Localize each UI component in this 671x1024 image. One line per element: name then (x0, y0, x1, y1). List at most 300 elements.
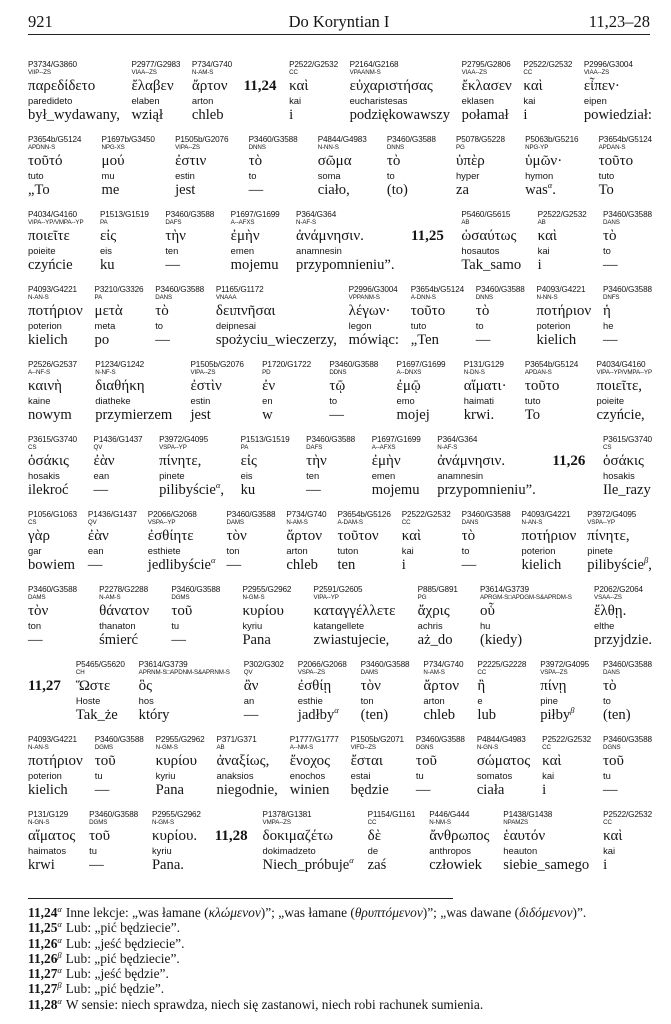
strong-code: P3460/G3588 (89, 810, 139, 819)
strong-code: P1234/G1242 (95, 360, 145, 369)
footnote-marker: α (334, 705, 339, 715)
word-token (477, 735, 530, 799)
polish-word: ku (240, 482, 256, 498)
word-token (216, 285, 337, 349)
transliteration: emen (230, 245, 255, 256)
polish-translation (350, 106, 451, 124)
morphology-tag: APRNM-S□APDNM-S&APRNM-S (138, 669, 230, 676)
word-token (418, 585, 458, 649)
word-token (95, 285, 144, 349)
transliteration: thanaton (99, 620, 136, 631)
transliteration: katangellete (313, 620, 365, 631)
greek-word: τῷ (329, 378, 346, 394)
word-token (429, 810, 489, 874)
strong-code: P5063b/G5216 (525, 135, 579, 144)
polish-word: zwiastujecie, (313, 632, 390, 648)
strong-code: P2996/G3004 (348, 285, 398, 294)
polish-word: Tak_samo (461, 257, 522, 273)
greek-word: ἔλαβεν (131, 78, 174, 94)
word-token (423, 660, 463, 724)
footnote-mark: α (57, 934, 62, 945)
word-token (349, 285, 399, 349)
polish-translation (603, 331, 652, 349)
morphology-tag: DANS (603, 219, 620, 226)
polish-translation (603, 481, 652, 499)
transliteration: kai (603, 845, 616, 856)
transliteration: esthie (297, 695, 323, 706)
word-token (387, 135, 436, 199)
polish-translation (76, 706, 125, 724)
morphology-tag: DANS (603, 669, 620, 676)
transliteration: to (475, 320, 484, 331)
polish-translation (296, 256, 394, 274)
transliteration: ean (87, 545, 104, 556)
polish-word: nowym (28, 407, 72, 423)
footnotes (28, 905, 658, 1012)
strong-code: P5078/G5228 (455, 135, 505, 144)
strong-code: P3460/G3588 (226, 510, 276, 519)
strong-code: P3614/G3739 (479, 585, 529, 594)
transliteration: arton (423, 695, 445, 706)
polish-translation (387, 181, 436, 199)
word-token (462, 510, 511, 574)
strong-code: P4844/G4983 (476, 735, 526, 744)
polish-translation (318, 181, 367, 199)
word-token (231, 210, 280, 274)
polish-word: Tak_że (75, 707, 118, 723)
transliteration: to (603, 245, 611, 256)
transliteration: ton (28, 620, 42, 631)
polish-word: mojemu (371, 482, 420, 498)
strong-code: P2164/G2168 (349, 60, 399, 69)
polish-word: — (603, 257, 618, 273)
morphology-tag: AB (537, 219, 546, 226)
transliteration: hosakis (603, 470, 635, 481)
strong-code: P1378/G1381 (262, 810, 312, 819)
polish-word: (ten) (603, 707, 631, 723)
polish-word: chleb (286, 557, 318, 573)
polish-word: ciała (476, 782, 505, 798)
word-token (28, 360, 77, 424)
polish-word: przypomnieniu”. (437, 482, 536, 498)
transliteration: poterion (28, 320, 62, 331)
word-token (464, 360, 507, 424)
polish-translation (139, 706, 230, 724)
transliteration: ten (306, 470, 320, 481)
word-token (28, 135, 81, 199)
word-token (318, 135, 367, 199)
strong-code: P3460/G3588 (248, 135, 298, 144)
morphology-tag: CS (603, 444, 612, 451)
transliteration: eucharistesas (349, 95, 408, 106)
greek-variant: θρυπτόμενον (354, 905, 423, 920)
footnote-ref: 11,24 (28, 905, 58, 920)
transliteration: kai (537, 245, 550, 256)
transliteration: anamnesin (437, 470, 484, 481)
polish-word: Ile_razy (603, 482, 651, 498)
greek-word: ἐστιν (175, 153, 207, 169)
greek-word: μού (101, 153, 125, 169)
strong-code: P2522/G2532 (523, 60, 573, 69)
transliteration: anaksios (216, 770, 254, 781)
transliteration: dokimadzeto (262, 845, 316, 856)
word-token (540, 660, 589, 724)
transliteration: to (461, 545, 470, 556)
strong-code: P1436/G1437 (93, 435, 143, 444)
morphology-tag: VIPA--ZS (190, 369, 216, 376)
strong-code: P3654b/G5124 (524, 360, 579, 369)
punctuation: , (220, 482, 224, 498)
word-token (584, 60, 652, 124)
verse-number: 11,28 (214, 828, 248, 844)
polish-word: Pana. (151, 857, 184, 873)
word-token (603, 660, 652, 724)
polish-translation (480, 631, 572, 649)
word-token (241, 435, 290, 499)
morphology-tag: VMPA--ZS (262, 819, 291, 826)
word-token (165, 210, 214, 274)
strong-code: P302/G302 (243, 660, 284, 669)
word-token (437, 435, 535, 499)
strong-code: P885/G891 (417, 585, 458, 594)
morphology-tag: PA (240, 444, 249, 451)
polish-translation (28, 406, 77, 424)
polish-word: me (101, 182, 120, 198)
word-token (156, 735, 205, 799)
transliteration: pine (540, 695, 558, 706)
polish-translation (540, 706, 589, 724)
transliteration: kai (523, 95, 536, 106)
morphology-tag: N-AF-S (437, 444, 458, 451)
word-token (244, 660, 284, 724)
morphology-tag: PG (417, 594, 427, 601)
transliteration: achris (417, 620, 443, 631)
morphology-tag: AB (461, 219, 470, 226)
strong-code: P131/G129 (28, 810, 69, 819)
footnote-mark: α (57, 919, 62, 930)
morphology-tag: CC (523, 69, 533, 76)
word-token (477, 660, 526, 724)
word-token (152, 810, 201, 874)
morphology-tag: PA (94, 294, 103, 301)
greek-word: παρεδίδετο (28, 78, 96, 94)
morphology-tag: N-AM-S (99, 594, 121, 601)
footnote-ref: 11,27 (28, 966, 58, 982)
greek-word: τὸ (248, 153, 263, 169)
footnote-marker: β (570, 705, 575, 715)
greek-word: τοῦτό (28, 153, 63, 169)
strong-code: P1697b/G3450 (101, 135, 155, 144)
polish-translation (525, 406, 578, 424)
word-token (28, 285, 83, 349)
greek-word: κυρίου (242, 603, 284, 619)
word-token (102, 135, 155, 199)
greek-word: ὁσάκις (28, 453, 69, 469)
polish-word: powiedział: (583, 107, 652, 123)
greek-word: ἡ (603, 303, 611, 319)
strong-code: P3460/G3588 (165, 210, 215, 219)
transliteration: estai (350, 770, 371, 781)
strong-code: P734/G740 (423, 660, 464, 669)
polish-word: — (226, 557, 242, 573)
word-token (148, 510, 216, 574)
interlinear-line (28, 285, 652, 360)
polish-translation (456, 181, 505, 199)
strong-code: P734/G740 (191, 60, 232, 69)
polish-word: piłby (540, 707, 571, 723)
polish-translation (171, 631, 220, 649)
morphology-tag: N-AM-S (286, 519, 308, 526)
footnote-marker: α (349, 855, 354, 865)
strong-code: P4093/G4221 (536, 285, 586, 294)
polish-translation (102, 181, 155, 199)
polish-word: aż_do (417, 632, 453, 648)
word-token (94, 435, 143, 499)
footnote-text: Lub: „pić będzie”. (65, 981, 165, 997)
punctuation: . (552, 182, 556, 198)
book-title: Do Koryntian I (288, 12, 390, 31)
polish-word: człowiek (429, 857, 482, 873)
word-token (456, 135, 505, 199)
polish-translation (28, 331, 83, 349)
footnote (28, 997, 658, 1012)
word-token (89, 810, 138, 874)
polish-word: Niech_próbuje (262, 857, 350, 873)
polish-word: siebie_samego (503, 857, 590, 873)
polish-word: bowiem (28, 557, 76, 573)
strong-code: P1505b/G2076 (175, 135, 229, 144)
greek-word: ποιεῖτε, (596, 378, 643, 394)
morphology-tag: DANS (155, 294, 172, 301)
morphology-tag: QV (93, 444, 103, 451)
verse-number: 11,24 (243, 78, 277, 94)
word-token (542, 735, 591, 799)
word-token (329, 360, 378, 424)
strong-code: P1697/G1699 (371, 435, 421, 444)
polish-translation (244, 706, 284, 724)
word-token (192, 60, 232, 124)
polish-word: spożyciu_wieczerzy, (215, 332, 337, 348)
morphology-tag: CS (28, 444, 37, 451)
word-token (350, 60, 451, 124)
polish-translation (461, 256, 521, 274)
transliteration: soma (317, 170, 341, 181)
greek-word: ποτήριον (536, 303, 592, 319)
polish-translation (89, 856, 138, 874)
verse-number: 11,26 (552, 453, 586, 469)
transliteration: he (603, 320, 614, 331)
strong-code: P3654b/G5124 (28, 135, 82, 144)
strong-code: P2591/G2605 (313, 585, 363, 594)
transliteration: tu (89, 845, 97, 856)
transliteration: anamnesin (296, 245, 342, 256)
strong-code: P2066/G2068 (147, 510, 197, 519)
polish-word: za (455, 182, 469, 198)
word-token (95, 735, 144, 799)
strong-code: P2955/G2962 (242, 585, 292, 594)
polish-word: kielich (28, 332, 68, 348)
interlinear-line (28, 135, 652, 210)
polish-word: będzie (350, 782, 389, 798)
strong-code: P2526/G2537 (28, 360, 77, 369)
word-token (594, 585, 652, 649)
polish-translation (28, 256, 83, 274)
polish-translation (95, 331, 144, 349)
word-token (523, 60, 572, 124)
strong-code: P2795/G2806 (461, 60, 511, 69)
word-token (76, 660, 125, 724)
greek-word: τοῦ (94, 753, 116, 769)
word-token (139, 660, 230, 724)
greek-word: τὸ (603, 228, 617, 244)
greek-word: καινὴ (28, 378, 62, 394)
word-token (368, 810, 416, 874)
transliteration: paredideto (28, 95, 73, 106)
word-token (314, 585, 396, 649)
polish-translation (503, 856, 589, 874)
polish-translation (477, 781, 530, 799)
polish-word: — (461, 557, 477, 573)
morphology-tag: DGNS (603, 744, 621, 751)
strong-code: P2066/G2068 (297, 660, 347, 669)
polish-translation (175, 181, 228, 199)
polish-translation (306, 481, 355, 499)
polish-translation (159, 481, 224, 499)
polish-word: po (94, 332, 110, 348)
polish-word: — (248, 182, 264, 198)
greek-word: ἢ (477, 678, 486, 694)
word-token (28, 585, 77, 649)
transliteration: arton (286, 545, 308, 556)
polish-word: kielich (521, 557, 562, 573)
polish-word: mówiąc: (348, 332, 399, 348)
transliteration: kyriu (151, 845, 172, 856)
morphology-tag: N-DN-S (463, 369, 485, 376)
morphology-tag: QV (243, 669, 253, 676)
polish-word: podziękowawszy (349, 107, 451, 123)
word-token (171, 585, 220, 649)
polish-word: — (28, 632, 43, 648)
footnote-text: Lub: „pić będziecie”. (65, 920, 180, 936)
greek-word: ἀνάμνησιν. (296, 228, 364, 244)
polish-word: — (603, 332, 618, 348)
greek-word: τὸν (28, 603, 49, 619)
polish-word: był_wydawany, (28, 107, 120, 123)
polish-word: ciało, (317, 182, 350, 198)
polish-translation (368, 856, 416, 874)
greek-word: τὸ (461, 528, 476, 544)
greek-word: τοῦτον (337, 528, 379, 544)
strong-code: P5460/G5615 (461, 210, 511, 219)
word-token (28, 435, 77, 499)
polish-word: chleb (423, 707, 455, 723)
footnote-mark: α (57, 965, 62, 976)
polish-translation (155, 331, 204, 349)
transliteration: arton (191, 95, 214, 106)
polish-word: lub (477, 707, 497, 723)
polish-translation (28, 556, 77, 574)
word-token (88, 510, 137, 574)
polish-word: i (523, 107, 528, 123)
strong-code: P2522/G2532 (289, 60, 338, 69)
word-token (416, 735, 465, 799)
word-token (372, 435, 421, 499)
polish-word: — (87, 557, 103, 573)
polish-translation (603, 856, 652, 874)
word-token (28, 810, 75, 874)
greek-word: τὴν (306, 453, 327, 469)
morphology-tag: N-AN-S (28, 744, 49, 751)
morphology-tag: DGNS (415, 744, 434, 751)
polish-translation (88, 556, 137, 574)
polish-translation (411, 331, 464, 349)
greek-word: ἄρτον (191, 78, 228, 94)
polish-word: jedlibyście (147, 557, 212, 573)
running-header (28, 9, 650, 35)
word-token (242, 585, 291, 649)
polish-translation (28, 856, 75, 874)
morphology-tag: DANS (461, 519, 479, 526)
word-token (587, 510, 652, 574)
morphology-tag: CC (542, 744, 551, 751)
footnote-mark: α (57, 995, 62, 1006)
greek-word: δειπνῆσαι (215, 303, 276, 319)
morphology-tag: VIAA--ZS (131, 69, 157, 76)
transliteration: poterion (521, 545, 556, 556)
transliteration: kyriu (242, 620, 263, 631)
greek-word: ἑαυτόν (503, 828, 546, 844)
polish-translation (603, 256, 652, 274)
greek-word: καταγγέλλετε (313, 603, 396, 619)
strong-code: P364/G364 (437, 435, 478, 444)
polish-translation (542, 781, 591, 799)
transliteration: estin (175, 170, 195, 181)
morphology-tag: CC (603, 819, 612, 826)
transliteration: tu (171, 620, 180, 631)
footnote-marker: α (211, 555, 216, 565)
morphology-tag: APRGM-S□APDGM-S&APRDM-S (479, 594, 572, 601)
word-token (286, 510, 326, 574)
transliteration: tu (415, 770, 424, 781)
polish-word: niegodnie, (216, 782, 278, 798)
transliteration: esthiete (147, 545, 181, 556)
transliteration: elaben (131, 95, 160, 106)
polish-word: chleb (191, 107, 224, 123)
transliteration: tuto (598, 170, 615, 181)
transliteration: gar (28, 545, 42, 556)
word-token (28, 735, 83, 799)
polish-word: w (262, 407, 273, 423)
polish-word: — (475, 332, 491, 348)
morphology-tag: APDNN-S (28, 144, 56, 151)
strong-code: P3972/G4095 (159, 435, 208, 444)
polish-translation (462, 106, 512, 124)
morphology-tag: VSPA--ZS (297, 669, 326, 676)
transliteration: pinete (587, 545, 613, 556)
word-token (95, 360, 172, 424)
strong-code: P3460/G3588 (603, 285, 652, 294)
morphology-tag: A--NF-S (28, 369, 50, 376)
greek-word: κυρίου. (151, 828, 198, 844)
morphology-tag: DNFS (603, 294, 620, 301)
polish-word: — (94, 782, 110, 798)
transliteration: eipen (583, 95, 607, 106)
transliteration: hos (138, 695, 154, 706)
morphology-tag: DDNS (329, 369, 347, 376)
transliteration: somatos (476, 770, 513, 781)
chapter-verse-range: 11,23–28 (588, 12, 650, 31)
morphology-tag: DAFS (165, 219, 182, 226)
